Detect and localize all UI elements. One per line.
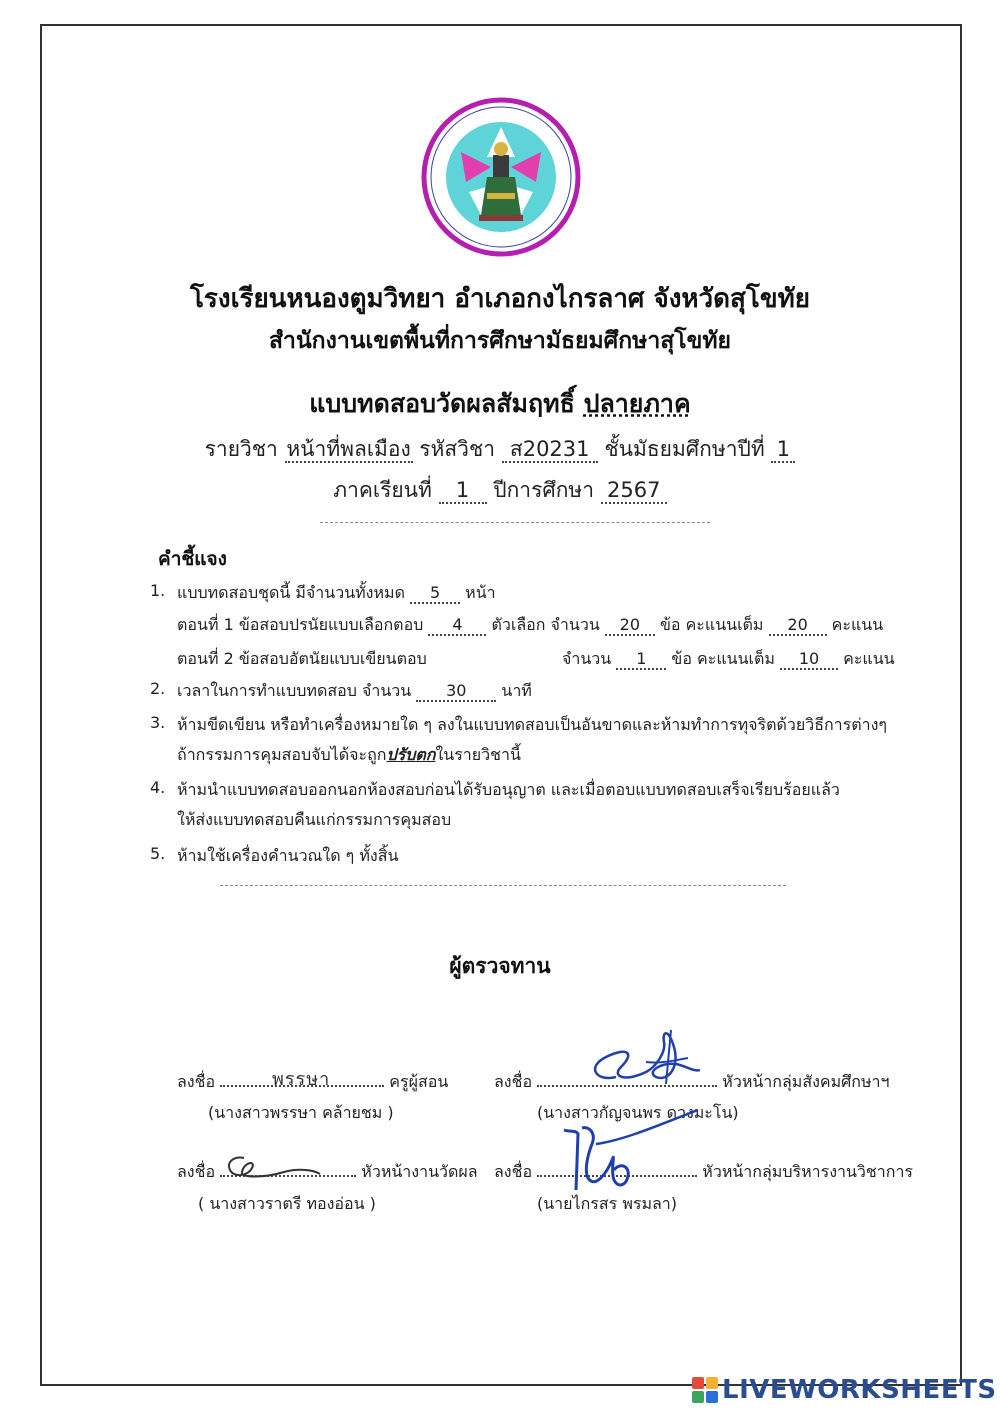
choices-field: 4 — [428, 616, 486, 636]
liveworksheets-logo-icon — [692, 1377, 718, 1403]
part2-items-field: 1 — [616, 650, 666, 670]
instruction-item-4-line-2: ให้ส่งแบบทดสอบคืนแก่กรรมการคุมสอบ — [177, 810, 452, 829]
education-office-heading: สำนักงานเขตพื้นที่การศึกษามัธยมศึกษาสุโขทัย — [268, 328, 732, 354]
part1-mid: ตัวเลือก จำนวน — [491, 615, 600, 634]
part2-count-line — [562, 647, 895, 672]
school-emblem-logo — [421, 97, 581, 257]
item-number: 1. — [150, 581, 166, 600]
part1-score-label: ข้อ คะแนนเต็ม — [659, 615, 764, 634]
instruction-item-3-line-2 — [177, 743, 521, 768]
part1-line — [177, 613, 883, 638]
subject-label: รายวิชา — [204, 437, 278, 461]
exam-title-text: แบบทดสอบวัดผลสัมฤทธิ์ — [309, 389, 575, 418]
instruction-item-5: ห้ามใช้เครื่องคำนวณใด ๆ ทั้งสิ้น — [177, 846, 399, 865]
item-number: 3. — [150, 713, 166, 732]
exam-term-type: ปลายภาค — [583, 389, 691, 418]
part2-score-field: 10 — [780, 650, 838, 670]
grade-label: ชั้นมัธยมศึกษาปีที่ — [604, 437, 765, 461]
code-label: รหัสวิชา — [419, 437, 496, 461]
item2-post: นาที — [501, 681, 532, 700]
evaluation-head-name: ( นางสาวราตรี ทองอ่อน ) — [198, 1194, 376, 1213]
sign-label: ลงชื่อ — [177, 1162, 216, 1181]
instruction-item-3-line-1: ห้ามขีดเขียน หรือทำเครื่องหมายใด ๆ ลงในแบบทดสอบเป็นอันขาดและห้ามทำการทุจริตด้วยวิธีการต่างๆ — [177, 715, 888, 734]
part2-score-label: ข้อ คะแนนเต็ม — [671, 649, 775, 668]
exam-title — [0, 384, 1000, 424]
handwritten-signature-2 — [576, 1022, 706, 1092]
item3-post: ในรายวิชานี้ — [435, 745, 521, 764]
sign-label: ลงชื่อ — [494, 1162, 533, 1181]
subject-line — [0, 433, 1000, 466]
reviewers-heading: ผู้ตรวจทาน — [449, 954, 551, 978]
part2-line — [177, 647, 427, 672]
grade-field: 1 — [771, 438, 795, 463]
part2-count-label: จำนวน — [562, 649, 612, 668]
item1-post: หน้า — [465, 583, 496, 602]
teacher-name: (นางสาวพรรษา คล้ายชม ) — [208, 1103, 394, 1122]
part1-unit: คะแนน — [831, 615, 884, 634]
divider-bottom — [220, 885, 786, 886]
handwritten-signature-3 — [214, 1148, 324, 1184]
penalty-word: ปรับตก — [386, 745, 436, 764]
semester-label: ภาคเรียนที่ — [333, 478, 432, 502]
social-head-name: (นางสาวกัญจนพร ดวงมะโน) — [537, 1103, 739, 1122]
year-label: ปีการศึกษา — [493, 478, 595, 502]
page-count-field: 5 — [410, 584, 460, 604]
academic-head-name: (นายไกรสร พรมลา) — [537, 1194, 678, 1213]
part1-items-field: 20 — [605, 616, 655, 636]
instruction-item-2 — [177, 679, 532, 704]
semester-field: 1 — [439, 479, 487, 504]
school-name-heading: โรงเรียนหนองตูมวิทยา อำเภอกงไกรลาศ จังหวัดสุโขทัย — [189, 284, 811, 314]
minutes-field: 30 — [416, 682, 496, 702]
year-field: 2567 — [601, 479, 667, 504]
sign-label: ลงชื่อ — [494, 1072, 533, 1091]
instruction-item-1 — [177, 581, 496, 606]
instruction-item-4-line-1: ห้ามนำแบบทดสอบออกนอกห้องสอบก่อนได้รับอนุญาต และเมื่อตอบแบบทดสอบเสร็จเรียบร้อยแล้ว — [177, 780, 840, 799]
teacher-role: ครูผู้สอน — [389, 1072, 449, 1091]
item2-pre: เวลาในการทำแบบทดสอบ จำนวน — [177, 681, 412, 700]
instructions-heading: คำชี้แจง — [158, 548, 227, 570]
item1-pre: แบบทดสอบชุดนี้ มีจำนวนทั้งหมด — [177, 583, 405, 602]
evaluation-head-role: หัวหน้างานวัดผล — [361, 1162, 478, 1181]
subject-code-field: ส20231 — [502, 438, 598, 463]
liveworksheets-watermark — [692, 1372, 997, 1408]
part1-label: ตอนที่ 1 ข้อสอบปรนัยแบบเลือกตอบ — [177, 615, 424, 634]
liveworksheets-brand-text: LIVEWORKSHEETS — [722, 1375, 997, 1405]
academic-head-role: หัวหน้ากลุ่มบริหารงานวิชาการ — [702, 1162, 914, 1181]
part2-label: ตอนที่ 2 ข้อสอบอัตนัยแบบเขียนตอบ — [177, 649, 427, 668]
sign-label: ลงชื่อ — [177, 1072, 216, 1091]
term-line — [0, 474, 1000, 507]
handwritten-signature-1: พรรษา — [272, 1069, 331, 1090]
item-number: 5. — [150, 844, 166, 863]
part2-unit: คะแนน — [843, 649, 895, 668]
item3-pre: ถ้ากรรมการคุมสอบจับได้จะถูก — [177, 745, 387, 764]
item-number: 4. — [150, 778, 166, 797]
divider-top — [320, 522, 710, 523]
item-number: 2. — [150, 679, 166, 698]
part1-score-field: 20 — [769, 616, 827, 636]
social-head-role: หัวหน้ากลุ่มสังคมศึกษาฯ — [722, 1072, 890, 1091]
subject-name-field: หน้าที่พลเมือง — [285, 438, 413, 463]
